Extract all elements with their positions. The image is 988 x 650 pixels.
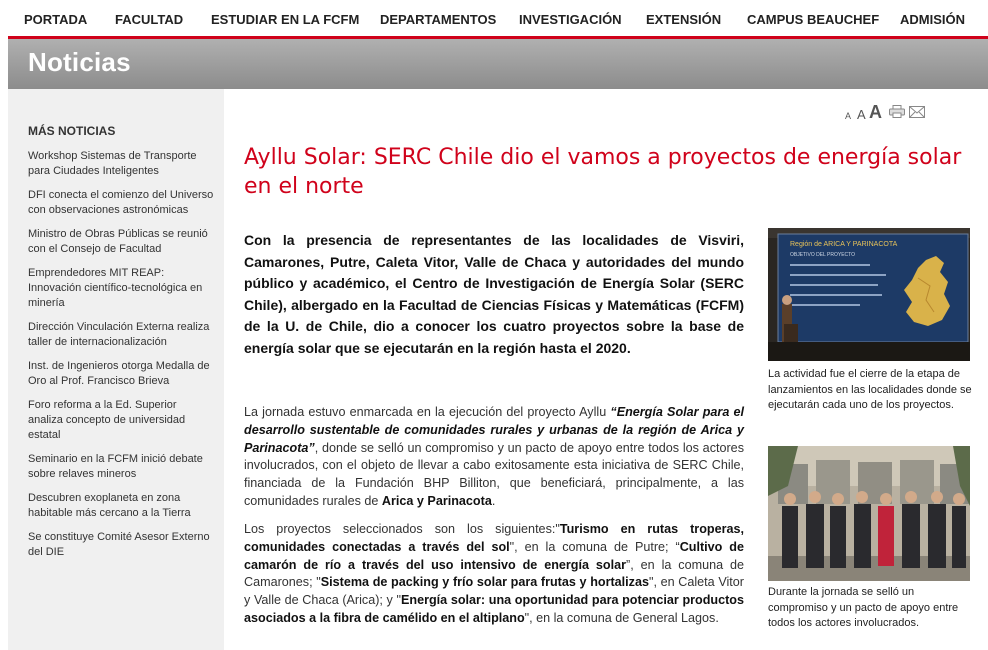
- sidebar-news-list: [28, 149, 214, 569]
- font-size-large-button[interactable]: A: [869, 102, 882, 122]
- sidebar-news-item[interactable]: Foro reforma a la Ed. Superior analiza concepto de universidad estatal: [28, 399, 186, 441]
- project-name: “Energía Solar para el desarrollo sustentable de comunidades rurales y urbanas de la región de Arica y Parinacota”: [244, 405, 745, 455]
- font-size-small-button[interactable]: A: [845, 111, 852, 121]
- article-photo-group[interactable]: [768, 446, 970, 581]
- paragraph-text: Los proyectos seleccionados son los siguientes:": [244, 522, 560, 536]
- sidebar-news-item[interactable]: Descubren exoplaneta en zona habitable más cercano a la Tierra: [28, 492, 191, 519]
- nav-item-facultad[interactable]: FACULTAD: [115, 12, 184, 27]
- article-photo-presentation[interactable]: [768, 228, 970, 361]
- paragraph-text: ", en la comuna de General Lagos.: [524, 610, 719, 625]
- project-title: Energía solar: una oportunidad para potenciar productos asociados a la fibra de camélido en el altiplano: [244, 593, 745, 625]
- project-title: Turismo en rutas troperas, comunidades conectadas a través del sol: [244, 522, 744, 554]
- section-header: [8, 39, 988, 89]
- nav-item-departamentos[interactable]: DEPARTAMENTOS: [380, 12, 497, 27]
- sidebar-news-item[interactable]: DFI conecta el comienzo del Universo con observaciones astronómicas: [28, 189, 214, 216]
- sidebar-news-item[interactable]: Seminario en la FCFM inició debate sobre relaves mineros: [28, 453, 203, 480]
- sidebar-heading: MÁS NOTICIAS: [28, 124, 116, 138]
- nav-item-campus-beauchef[interactable]: CAMPUS BEAUCHEF: [747, 12, 880, 27]
- email-icon[interactable]: [909, 105, 925, 123]
- article-paragraph-2: [244, 521, 744, 628]
- article-title: Ayllu Solar: SERC Chile dio el vamos a proyectos de energía solar en el norte: [244, 145, 962, 199]
- sidebar-news-item[interactable]: Emprendedores MIT REAP: Innovación científico-tecnológica en minería: [28, 267, 203, 309]
- region-name: Arica y Parinacota: [381, 493, 492, 508]
- nav-item-portada[interactable]: PORTADA: [24, 12, 88, 27]
- font-size-medium-button[interactable]: A: [857, 107, 866, 122]
- print-icon[interactable]: [889, 105, 905, 123]
- project-title: Sistema de packing y frío solar para frutas y hortalizas: [320, 575, 649, 590]
- project-title: Cultivo de camarón de río a través del uso intensivo de energía solar: [244, 539, 744, 572]
- paragraph-text: ”, en la comuna de Camarones; ": [244, 557, 745, 590]
- slide-title: Región de ARICA Y PARINACOTA: [790, 241, 898, 248]
- nav-item-investigacion[interactable]: INVESTIGACIÓN: [519, 12, 622, 27]
- top-navigation: [0, 0, 988, 36]
- article-lead: Con la presencia de representantes de las localidades de Visviri, Camarones, Putre, Caleta Vitor, Valle de Chaca y autoridades del mundo público y académico, el Centro de Investigación de Energía Solar (SERC Chile), albergado en la Facultad de Ciencias Físicas y Matemáticas (FCFM) de la U. de Chile, dio a conocer los cuatro proyectos sobre la base de energía solar que se ejecutarán en la región hasta el 2020.: [244, 232, 744, 356]
- sidebar-news-item[interactable]: Workshop Sistemas de Transporte para Ciudades Inteligentes: [28, 150, 197, 177]
- sidebar: [8, 89, 224, 650]
- sidebar-news-item[interactable]: Inst. de Ingenieros otorga Medalla de Oro al Prof. Francisco Brieva: [28, 360, 210, 387]
- nav-item-admision[interactable]: ADMISIÓN: [900, 12, 965, 27]
- paragraph-text: ", en Caleta Vitor y Valle de Chaca (Arica); y ": [244, 575, 744, 608]
- nav-item-estudiar[interactable]: ESTUDIAR EN LA FCFM: [211, 12, 360, 27]
- paragraph-text: , donde se selló un compromiso y un pacto de apoyo entre todos los actores involucrados, con el objeto de llevar a cabo exitosamente esta iniciativa de SERC Chile, financiada de la Fundación BHP Billiton, que beneficiará, principalmente, a las comunidades rurales de: [244, 440, 744, 508]
- sidebar-news-item[interactable]: Dirección Vinculación Externa realiza taller de internacionalización: [28, 321, 210, 348]
- photo-caption-2: Durante la jornada se selló un compromiso y un pacto de apoyo entre todos los actores involucrados.: [768, 586, 959, 629]
- article-paragraph-1: [244, 404, 744, 511]
- paragraph-text: La jornada estuvo enmarcada en la ejecución del proyecto Ayllu: [244, 405, 611, 419]
- photo-caption-1: La actividad fue el cierre de la etapa de lanzamientos en las localidades donde se ejecutarán cada uno de los proyectos.: [768, 368, 972, 411]
- section-title: Noticias: [28, 47, 131, 77]
- sidebar-news-item[interactable]: Ministro de Obras Públicas se reunió con el Consejo de Facultad: [28, 228, 208, 255]
- slide-subtitle: OBJETIVO DEL PROYECTO: [790, 252, 856, 258]
- sidebar-news-item[interactable]: Se constituye Comité Asesor Externo del DIE: [28, 531, 210, 558]
- paragraph-text: .: [491, 493, 496, 508]
- nav-item-extension[interactable]: EXTENSIÓN: [646, 12, 722, 27]
- paragraph-text: ", en la comuna de Putre; “: [509, 539, 680, 554]
